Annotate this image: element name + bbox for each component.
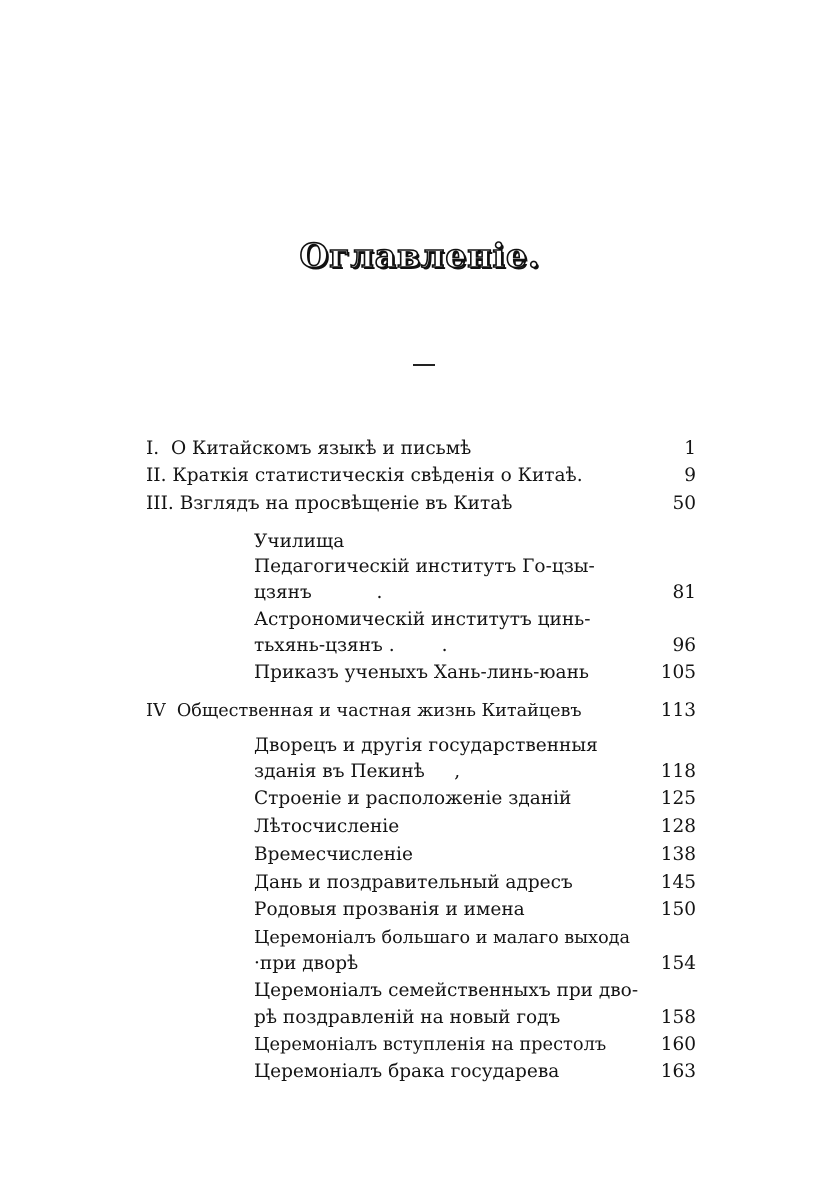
- entry-title: Строеніе и расположеніе зданій: [254, 788, 572, 809]
- page-number: 145: [660, 872, 696, 893]
- entry-title: Церемоніалъ вступленія на престолъ: [254, 1034, 607, 1055]
- entry-title: цзянъ .: [254, 582, 383, 603]
- title-separator: [413, 364, 435, 366]
- entry-title: Приказъ ученыхъ Хань-линь-юань: [254, 662, 589, 683]
- page-title: Оглавленіе.: [299, 236, 541, 275]
- entry-title: Училища: [254, 531, 345, 552]
- entry-title: Церемоніалъ большаго и малаго выхода: [254, 928, 631, 948]
- page-number: 138: [660, 844, 696, 865]
- entry-title: Общественная и частная жизнь Китайцевъ: [176, 701, 582, 721]
- page-number: 1: [684, 438, 696, 459]
- entry-title: Педагогическій институтъ Го-цзы-: [254, 556, 595, 577]
- page-number: 160: [660, 1034, 696, 1055]
- page-number: 105: [660, 662, 696, 683]
- entry-title: Дань и поздравительный адресъ: [254, 872, 573, 893]
- entry-title: рѣ поздравленій на новый годъ: [254, 1007, 561, 1028]
- entry-title: тьхянь-цзянъ . .: [254, 635, 448, 656]
- entry-title: Церемоніалъ семейственныхъ при дво-: [254, 980, 639, 1001]
- entry-title: Дворецъ и другія государственныя: [254, 735, 598, 756]
- chapter-number: II.: [146, 465, 167, 486]
- entry-title: Астрономическій институтъ цинь-: [254, 609, 591, 630]
- entry-title: Родовыя прозванія и имена: [254, 899, 525, 920]
- page-number: 81: [672, 582, 696, 603]
- page-number: 50: [672, 493, 696, 514]
- entry-title: Времесчисленіе: [254, 844, 413, 865]
- entry-title: Краткія статистическія свѣденія о Китаѣ.: [172, 465, 583, 486]
- page-number: 125: [660, 788, 696, 809]
- page-number: 158: [660, 1007, 696, 1028]
- page-number: 163: [660, 1061, 696, 1082]
- chapter-number: IV: [146, 701, 166, 721]
- page-number: 150: [660, 899, 696, 920]
- chapter-number: III.: [146, 493, 174, 514]
- page-number: 113: [660, 700, 696, 721]
- entry-title: зданія въ Пекинѣ ,: [254, 761, 461, 782]
- page-number: 96: [672, 635, 696, 656]
- entry-title: Лѣтосчисленіе: [254, 816, 400, 837]
- chapter-number: I.: [146, 438, 160, 459]
- entry-title: О Китайскомъ языкѣ и письмѣ: [170, 438, 472, 459]
- entry-title: Взглядъ на просвѣщеніе въ Китаѣ: [179, 493, 513, 514]
- page-number: 154: [660, 953, 696, 974]
- page-number: 9: [684, 465, 696, 486]
- page-number: 118: [660, 761, 696, 782]
- page-number: 128: [660, 816, 696, 837]
- entry-title: ·при дворѣ: [254, 953, 359, 974]
- entry-title: Церемоніалъ брака государева: [254, 1061, 560, 1082]
